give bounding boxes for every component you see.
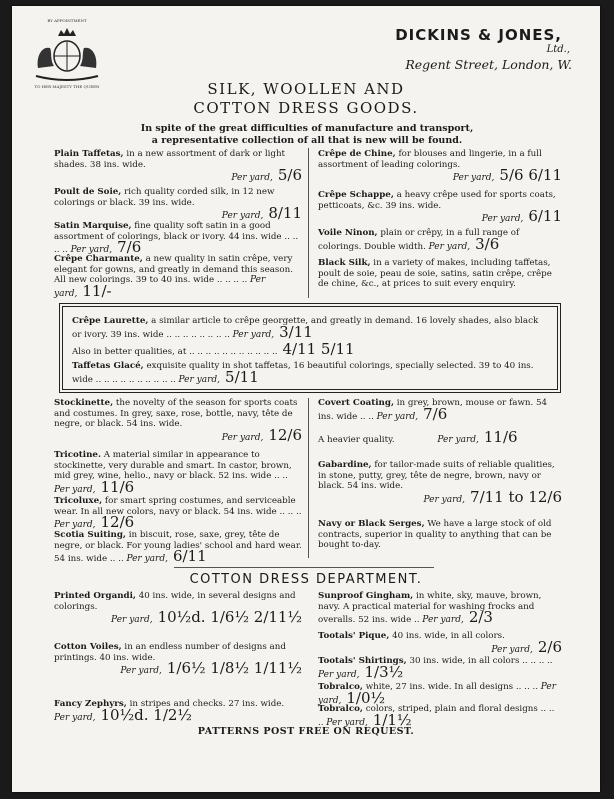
list-item: Stockinette, the novelty of the season for sports coats and costumes. In grey, saxe, rose, bottle, navy, tête de negre, or black. 54 ins. wide. Per yard, 12/6 [54, 398, 302, 444]
crest-top-text: BY APPOINTMENT [47, 18, 87, 23]
list-item: Poult de Soie, rich quality corded silk, in 12 new colorings or black. 39 ins. wide. Per yard, 8/11 [54, 187, 302, 222]
list-item: Tricoluxe, for smart spring costumes, and serviceable wear. In all new colors, navy or black. 54 ins. wide .. .. .. Per yard, 12/6 [54, 496, 302, 531]
section-rule [174, 567, 434, 568]
list-item: Sunproof Gingham, in white, sky, mauve, brown, navy. A practical material for washing frocks and overalls. 52 ins. wide .. Per yard, 2/3 [318, 591, 542, 626]
firm-header [395, 26, 572, 72]
list-item: Satin Marquise, fine quality soft satin in a good assortment of colorings, black or ivory. 44 ins. wide .. .. .. .. Per yard, 7/6 [54, 221, 299, 256]
intro-text [72, 123, 542, 147]
firm-address: Regent Street, London, W. [405, 57, 572, 72]
list-item: A heavier quality. Per yard, 11/6 [318, 428, 518, 446]
list-item: Covert Coating, in grey, brown, mouse or fawn. 54 ins. wide .. .. Per yard, 7/6 [318, 398, 548, 423]
list-item: Tobralco, white, 27 ins. wide. In all designs .. .. .. Per yard, 1/0½ [318, 682, 557, 707]
list-item: Cotton Voiles, in an endless number of designs and printings. 40 ins. wide. Per yard, 1/6½ 1/8½ 1/11½ [54, 642, 302, 677]
list-item: Tobralco, colors, striped, plain and floral designs .. .. .. Per yard, 1/1½ [318, 704, 555, 729]
column-divider [308, 398, 309, 558]
crest-bottom-text: TO HER MAJESTY THE QUEEN [34, 84, 100, 89]
list-item: Crêpe Schappe, a heavy crêpe used for sports coats, petticoats, &c. 39 ins. wide. Per yard, 6/11 [318, 190, 562, 225]
list-item: Voile Ninon, plain or crêpy, in a full range of colorings. Double width. Per yard, 3/6 [318, 228, 520, 253]
list-item: Crêpe Charmante, a new quality in satin crêpe, very elegant for gowns, and greatly in demand this season. All new colorings. 39 to 40 ins. wide .. .. .. .. Per yard, 11/- [54, 254, 293, 300]
list-item: Fancy Zephyrs, in stripes and checks. 27 ins. wide. Per yard, 10½d. 1/2½ [54, 699, 285, 724]
footer-note: PATTERNS POST FREE ON REQUEST. [197, 726, 415, 737]
cotton-department-title: COTTON DRESS DEPARTMENT. [189, 572, 423, 587]
page-title-line1: SILK, WOOLLEN AND [207, 80, 405, 98]
catalogue-page [12, 6, 600, 792]
list-item: Crêpe de Chine, for blouses and lingerie, in a full assortment of leading colorings. Per yard, 5/6 6/11 [318, 149, 562, 184]
list-item: Taffetas Glacé, exquisite quality in shot taffetas, 16 beautiful colorings, specially selected. 39 to 40 ins. wide .. .. .. .. .. .. .. .. .. .. Per yard, 5/11 [72, 361, 534, 386]
list-item: Crêpe Laurette, a similar article to crêpe georgette, and greatly in demand. 16 lovely shades, also black or ivory. 39 ins. wide .. .. .. .. .. .. .. .. Per yard, 3/11 [72, 316, 539, 341]
list-item: Printed Organdi, 40 ins. wide, in several designs and colorings. Per yard, 10½d. 1/6½ 2/11½ [54, 591, 302, 626]
column-divider [308, 148, 309, 298]
list-item: Black Silk, in a variety of makes, including taffetas, poult de soie, peau de soie, satins, satin crêpe, crêpe de chine, &c., at prices to suit every enquiry. [318, 258, 552, 289]
list-item: Tootals' Shirtings, 30 ins. wide, in all colors .. .. .. .. Per yard, 1/3½ [318, 656, 553, 681]
list-item: Tootals' Pique, 40 ins. wide, in all colors. Per yard, 2/6 [318, 631, 562, 656]
list-item: Also in better qualities, at .. .. .. .. .. .. .. .. .. .. .. 4/11 5/11 [72, 340, 355, 358]
page-title-line2: COTTON DRESS GOODS. [193, 99, 419, 117]
list-item: Scotia Suiting, in biscuit, rose, saxe, grey, tête de negre, or black. For young ladies' school and hard wear. 54 ins. wide .. .. Per yard, 6/11 [54, 530, 302, 565]
list-item: Navy or Black Serges, We have a large stock of old contracts, superior in quality to anything that can be bought to-day. [318, 519, 552, 550]
list-item: Gabardine, for tailor-made suits of reliable qualities, in stone, putty, grey, tête de negre, brown, navy or black. 54 ins. wide. Per yard, 7/11 to 12/6 [318, 460, 562, 506]
intro-line1: In spite of the great difficulties of manufacture and transport, [140, 123, 474, 134]
intro-line2: a representative collection of all that is new will be found. [151, 135, 463, 146]
firm-ltd: Ltd., [546, 44, 570, 55]
list-item: Tricotine. A material similar in appearance to stockinette, very durable and smart. In castor, brown, mid grey, wine, helio., navy or black. 52 ins. wide .. .. Per yard, 11/6 [54, 450, 292, 496]
list-item: Plain Taffetas, in a new assortment of dark or light shades. 38 ins. wide. Per yard, 5/6 [54, 149, 302, 184]
coat-of-arms-icon [28, 22, 106, 86]
firm-name: DICKINS & JONES, [395, 26, 562, 44]
